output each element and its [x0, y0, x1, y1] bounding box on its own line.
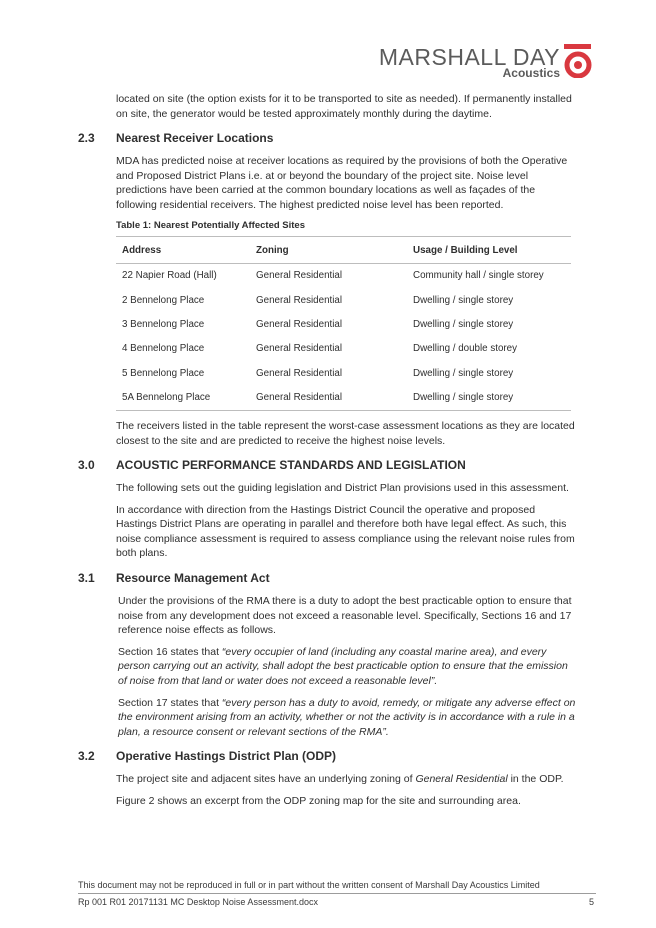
cell-zoning: General Residential	[256, 319, 343, 331]
cell-zoning: General Residential	[256, 270, 343, 282]
paragraph: Figure 2 shows an excerpt from the ODP zoning map for the site and surrounding area.	[116, 795, 521, 807]
table-caption: Table 1: Nearest Potentially Affected Sites	[116, 219, 306, 231]
cell-usage: Community hall / single storey	[413, 270, 544, 282]
footer-document-reference: Rp 001 R01 20171131 MC Desktop Noise Assessment.docx	[78, 897, 318, 907]
footer-copyright-note: This document may not be reproduced in full or in part without the written consent of Marshall Day Acoustics Limited	[78, 880, 540, 890]
table-header-row	[116, 236, 571, 263]
cell-address: 5 Bennelong Place	[122, 367, 205, 379]
column-header-address: Address	[116, 236, 250, 263]
logo-company-name: MARSHALL DAY	[378, 44, 560, 70]
quote-text: “every person has a duty to avoid, remedy, or mitigate any adverse effect on the environment arising from an activity, whether or not the activity is in accordance with a rule in a plan, a resource consent or relevant sections of the RMA”.	[118, 696, 576, 738]
quote-lead: Section 16 states that	[118, 645, 222, 658]
paragraph: The following sets out the guiding legislation and District Plan provisions used in this assessment.	[116, 482, 569, 495]
table-row	[116, 337, 571, 361]
section-heading-3-0	[0, 458, 656, 473]
intro-paragraph: located on site (the option exists for it to be transported to site as needed). If permanently installed on site, the generator would be tested approximately monthly during the daytime.	[116, 93, 572, 120]
cell-usage: Dwelling / single storey	[407, 386, 571, 411]
paragraph: MDA has predicted noise at receiver locations as required by the provisions of both the Operative and Proposed District Plans i.e. at or beyond the boundary of the project site. Noise level predictions have been carried at the common boundary locations as well as façades of the following residential receivers. The highest predicted noise level has been reported.	[116, 155, 568, 211]
column-header-zoning: Zoning	[250, 236, 407, 263]
text-tail: in the ODP.	[507, 773, 564, 786]
paragraph	[116, 772, 576, 787]
section-heading-3-2	[0, 749, 656, 764]
cell-usage: Dwelling / single storey	[413, 367, 514, 379]
section-number: 3.1	[78, 571, 95, 586]
column-header-usage: Usage / Building Level	[407, 236, 571, 263]
document-body	[0, 92, 656, 816]
cell-address: 2 Bennelong Place	[122, 294, 205, 306]
section-heading-2-3	[0, 131, 656, 146]
footer-divider	[78, 893, 596, 894]
section-number: 3.2	[78, 749, 95, 764]
quote-lead: Section 17 states that	[118, 696, 222, 709]
cell-usage: Dwelling / double storey	[413, 343, 518, 355]
table-row	[116, 288, 571, 312]
paragraph: The receivers listed in the table represent the worst-case assessment locations as they are located closest to the site and are predicted to receive the highest noise levels.	[116, 419, 575, 447]
cell-address: 4 Bennelong Place	[122, 343, 205, 355]
section-title: ACOUSTIC PERFORMANCE STANDARDS AND LEGISLATION	[116, 458, 466, 473]
brand-mark-icon	[564, 44, 594, 78]
paragraph: In accordance with direction from the Hastings District Council the operative and proposed Hastings District Plans are operating in parallel and therefore both have legal effect. As such, this noise compliance assessment is required to assess compliance using the relevant noise rules from both plans.	[116, 503, 575, 560]
cell-zoning: General Residential	[256, 343, 343, 355]
text-lead: The project site and adjacent sites have an underlying zoning of	[116, 773, 416, 786]
section-number: 2.3	[78, 131, 95, 146]
section-title: Resource Management Act	[116, 571, 270, 586]
section-heading-3-1	[0, 571, 656, 586]
page-number: 5	[588, 897, 594, 907]
quote-text: “every occupier of land (including any coastal marine area), and every person carrying out an activity, shall adopt the best practicable option to ensure that the emission of noise from that land or water does not exceed a reasonable level”.	[118, 645, 568, 688]
section-title: Nearest Receiver Locations	[116, 131, 274, 146]
cell-zoning: General Residential	[256, 367, 343, 379]
receivers-table	[116, 236, 571, 411]
cell-address: 22 Napier Road (Hall)	[122, 270, 217, 282]
section-16-quote-paragraph	[118, 645, 576, 689]
company-logo	[354, 44, 594, 80]
table-row	[116, 312, 571, 336]
cell-usage: Dwelling / single storey	[413, 319, 514, 331]
cell-address: 5A Bennelong Place	[116, 386, 250, 411]
cell-zoning: General Residential	[256, 294, 343, 306]
section-title: Operative Hastings District Plan (ODP)	[116, 749, 337, 764]
logo-company-sub: Acoustics	[502, 66, 560, 80]
section-17-quote-paragraph	[118, 696, 576, 740]
table-row	[116, 386, 571, 411]
paragraph: Under the provisions of the RMA there is a duty to adopt the best practicable option to ensure that noise from any development does not exceed a reasonable level. Specifically, Sections 16 and 17 reference noise effects as follows.	[118, 595, 572, 637]
table-row	[116, 361, 571, 385]
cell-usage: Dwelling / single storey	[413, 294, 514, 306]
cell-address: 3 Bennelong Place	[122, 319, 205, 331]
section-number: 3.0	[78, 458, 95, 473]
cell-zoning: General Residential	[250, 386, 407, 411]
table-row	[116, 263, 571, 288]
zoning-italic: General Residential	[415, 773, 508, 786]
